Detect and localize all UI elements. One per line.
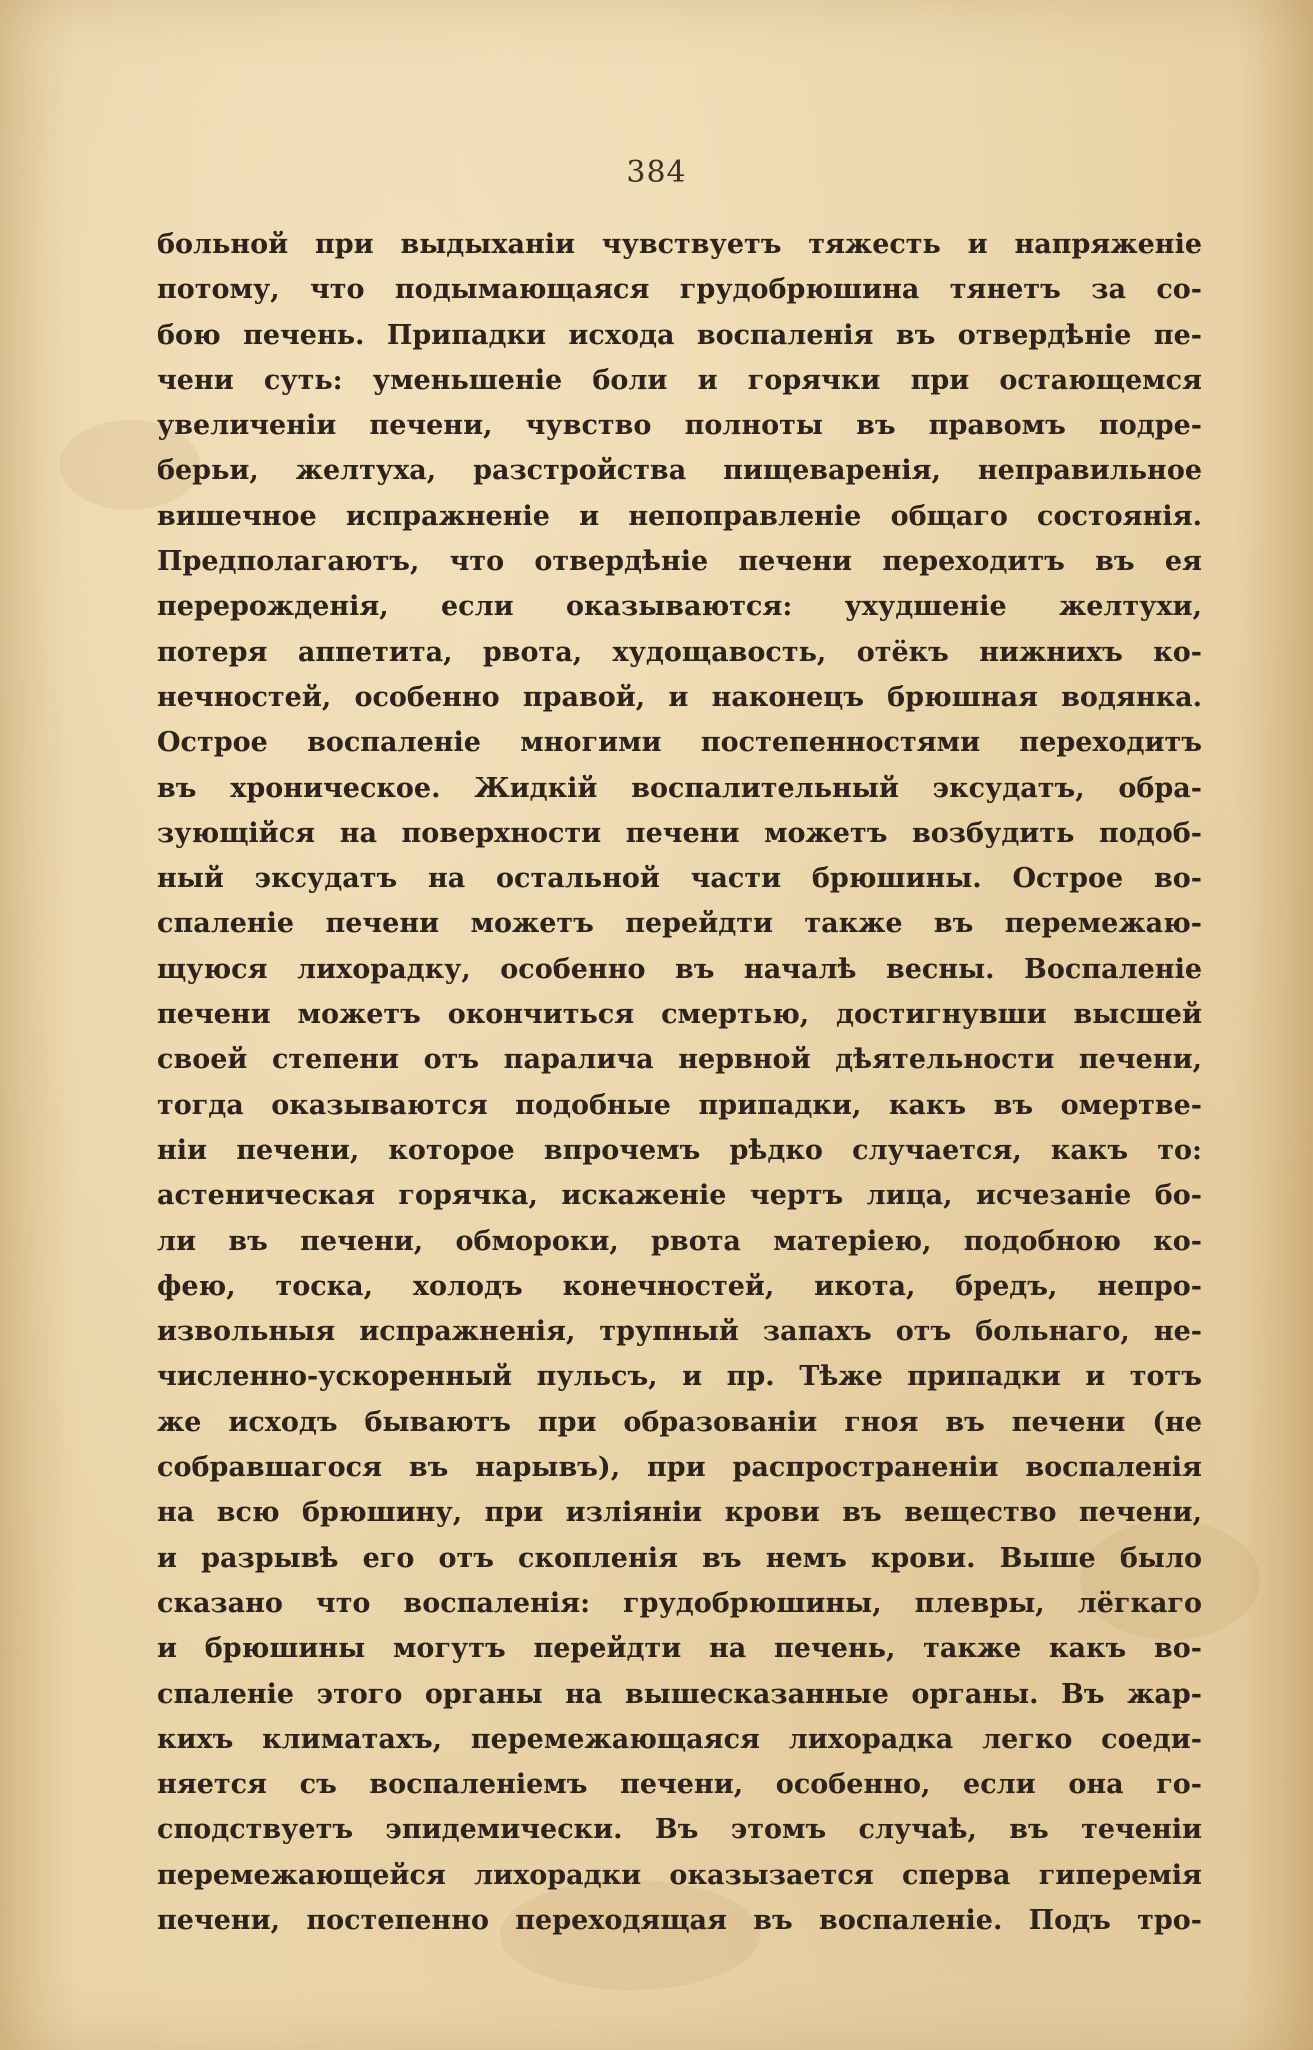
text-line: ли въ печени, обмороки, рвота матеріею, подобною ко- [157,1225,1202,1257]
text-line: Предполагаютъ, что отвердѣніе печени переходитъ въ ея [157,546,1202,578]
text-line: численно-ускоренный пульсъ, и пр. Тѣже припадки и тотъ [157,1361,1202,1393]
text-line: сказано что воспаленія: грудобрюшины, плевры, лёгкаго [157,1587,1202,1619]
text-line: и брюшины могутъ перейдти на печень, также какъ во- [157,1633,1202,1665]
text-line: берьи, желтуха, разстройства пищеваренія, неправильное [157,455,1202,487]
text-line: щуюся лихорадку, особенно въ началѣ весны. Воспаленіе [157,953,1202,985]
text-line: и разрывѣ его отъ скопленія въ немъ крови. Выше было [157,1542,1202,1574]
text-line: ный эксудатъ на остальной части брюшины. Острое во- [157,863,1202,895]
text-line: спаленіе печени можетъ перейдти также въ перемежаю- [157,908,1202,940]
text-line: своей степени отъ паралича нервной дѣятельности печени, [157,1044,1202,1076]
text-line: зующійся на поверхности печени можетъ возбудить подоб- [157,817,1202,849]
text-line: извольныя испражненія, трупный запахъ отъ больнаго, не- [157,1316,1202,1348]
text-line: вишечное испражненіе и непоправленіе общаго состоянія. [157,500,1202,532]
text-line: перемежающейся лихорадки оказызается сперва гиперемія [157,1859,1202,1891]
text-line: потому, что подымающаяся грудобрюшина тянетъ за со- [157,274,1202,306]
text-line: же исходъ бываютъ при образованіи гноя въ печени (не [157,1406,1202,1438]
text-line: въ хроническое. Жидкій воспалительный эксудатъ, обра- [157,772,1202,804]
page-number: 384 [626,155,687,190]
text-line: ніи печени, которое впрочемъ рѣдко случается, какъ то: [157,1134,1202,1166]
text-line: фею, тоска, холодъ конечностей, икота, бредъ, непро- [157,1270,1202,1302]
text-line: собравшагося въ нарывъ), при распространеніи воспаленія [157,1452,1202,1484]
text-line: спаленіе этого органы на вышесказанные органы. Въ жар- [157,1678,1202,1710]
text-line: чени суть: уменьшеніе боли и горячки при остающемся [157,364,1202,396]
text-line: кихъ климатахъ, перемежающаяся лихорадка легко соеди- [157,1723,1202,1755]
text-line: нечностей, особенно правой, и наконецъ брюшная водянка. [157,681,1202,713]
text-line: бою печень. Припадки исхода воспаленія въ отвердѣніе пе- [157,319,1202,351]
text-line: перерожденія, если оказываются: ухудшеніе желтухи, [157,591,1202,623]
text-line: астеническая горячка, искаженіе чертъ лица, исчезаніе бо- [157,1180,1202,1212]
text-line: на всю брюшину, при изліяніи крови въ вещество печени, [157,1497,1202,1529]
body-text [157,222,1202,1943]
text-line: увеличеніи печени, чувство полноты въ правомъ подре- [157,410,1202,442]
text-line: больной при выдыханіи чувствуетъ тяжесть и напряженіе [157,229,1202,260]
text-line: сподствуетъ эпидемически. Въ этомъ случаѣ, въ теченіи [157,1814,1202,1846]
text-line: потеря аппетита, рвота, худощавость, отёкъ нижнихъ ко- [157,636,1202,668]
text-line: печени можетъ окончиться смертью, достигнувши высшей [157,999,1202,1031]
text-line: няется съ воспаленіемъ печени, особенно, если она го- [157,1769,1202,1801]
text-line: тогда оказываются подобные припадки, какъ въ омертве- [157,1089,1202,1121]
text-line: Острое воспаленіе многими постепенностями переходитъ [157,727,1202,759]
text-line: печени, постепенно переходящая въ воспаленіе. Подъ тро- [157,1904,1202,1936]
